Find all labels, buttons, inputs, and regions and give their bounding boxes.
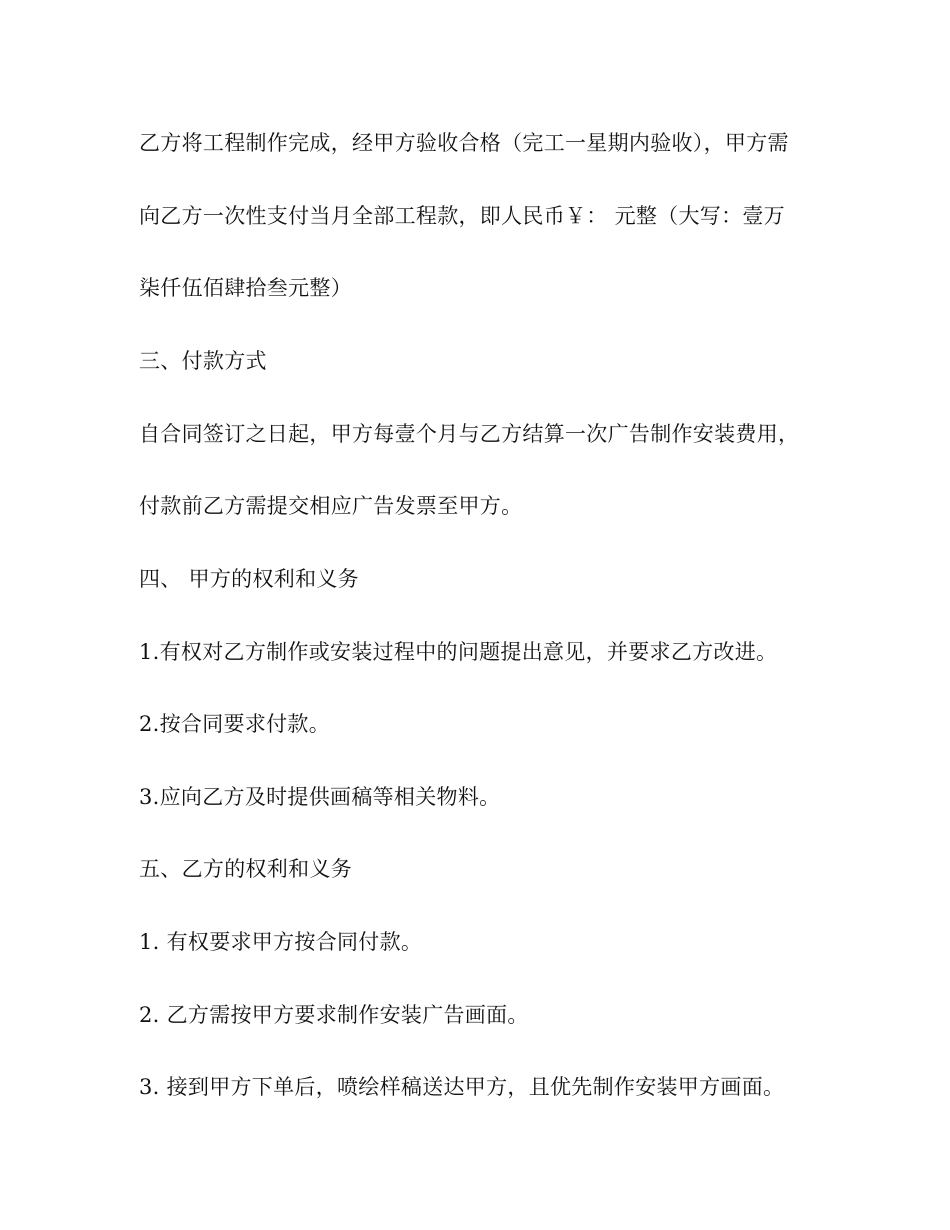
paragraph-line: 向乙方一次性支付当月全部工程款，即人民币￥： 元整（大写：壹万 (139, 204, 785, 228)
paragraph-line: 乙方将工程制作完成，经甲方验收合格（完工一星期内验收），甲方需 (139, 131, 789, 155)
section-heading: 四、 甲方的权利和义务 (139, 567, 359, 591)
paragraph-line: 自合同签订之日起，甲方每壹个月与乙方结算一次广告制作安装费用， (139, 422, 800, 446)
list-item: 2. 乙方需按甲方要求制作安装广告画面。 (139, 1003, 529, 1027)
paragraph-line: 柒仟伍佰肆拾叁元整） (139, 276, 352, 300)
section-heading: 五、乙方的权利和义务 (139, 857, 352, 881)
paragraph-line: 付款前乙方需提交相应广告发票至甲方。 (139, 494, 523, 518)
section-heading: 三、付款方式 (139, 349, 267, 373)
list-item: 3.应向乙方及时提供画稿等相关物料。 (139, 785, 501, 809)
list-item: 1.有权对乙方制作或安装过程中的问题提出意见，并要求乙方改进。 (139, 640, 778, 664)
list-item: 2.按合同要求付款。 (139, 712, 331, 736)
list-item: 1. 有权要求甲方按合同付款。 (139, 930, 423, 954)
list-item: 3. 接到甲方下单后，喷绘样稿送达甲方，且优先制作安装甲方画面。 (139, 1075, 785, 1099)
